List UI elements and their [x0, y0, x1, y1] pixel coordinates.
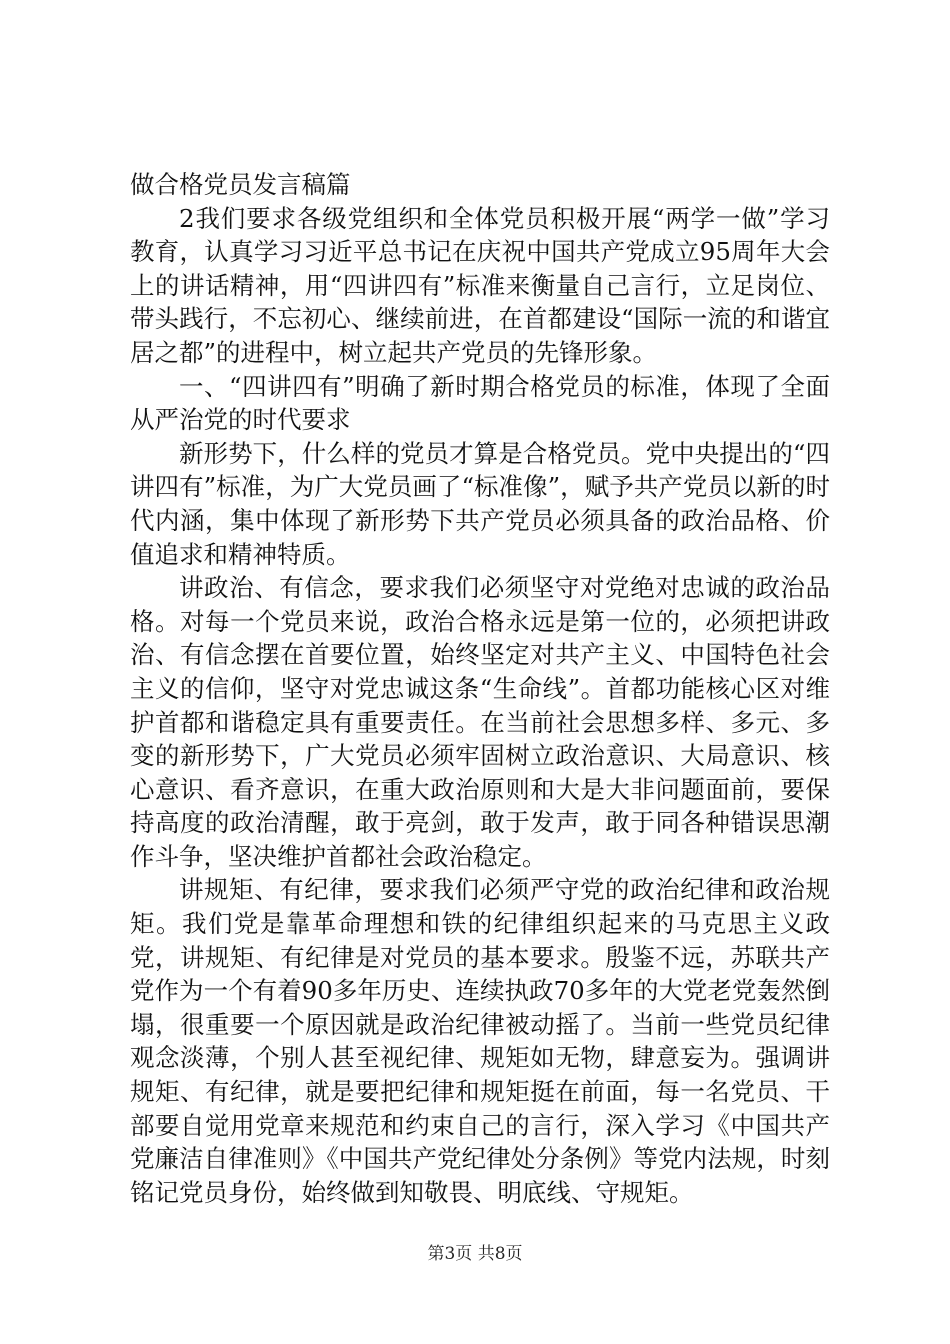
document-body — [130, 168, 830, 1209]
paragraph-intro: 2我们要求各级党组织和全体党员积极开展“两学一做”学习教育，认真学习习近平总书记在庆祝中国共产党成立95周年大会上的讲话精神，用“四讲四有”标准来衡量自己言行，立足岗位、带头践行，不忘初心、继续前进，在首都建设“国际一流的和谐宜居之都”的进程中，树立起共产党员的先锋形象。 — [130, 203, 830, 367]
page-number: 第3页 共8页 — [427, 1244, 523, 1264]
document-title: 做合格党员发言稿篇 — [130, 170, 351, 199]
paragraph-standard: 新形势下，什么样的党员才算是合格党员。党中央提出的“四讲四有”标准，为广大党员画了“标准像”，赋予共产党员以新的时代内涵，集中体现了新形势下共产党员必须具备的政治品格、价值追求和精神特质。 — [130, 438, 830, 569]
paragraph-discipline: 讲规矩、有纪律，要求我们必须严守党的政治纪律和政治规矩。我们党是靠革命理想和铁的纪律组织起来的马克思主义政党，讲规矩、有纪律是对党员的基本要求。殷鉴不远，苏联共产党作为一个有着90多年历史、连续执政70多年的大党老党轰然倒塌，很重要一个原因就是政治纪律被动摇了。当前一些党员纪律观念淡薄，个别人甚至视纪律、规矩如无物，肆意妄为。强调讲规矩、有纪律，就是要把纪律和规矩挺在前面，每一名党员、干部要自觉用党章来规范和约束自己的言行，深入学习《中国共产党廉洁自律准则》《中国共产党纪律处分条例》等党内法规，时刻铭记党员身份，始终做到知敬畏、明底线、守规矩。 — [130, 875, 830, 1207]
paragraph-politics: 讲政治、有信念，要求我们必须坚守对党绝对忠诚的政治品格。对每一个党员来说，政治合格永远是第一位的，必须把讲政治、有信念摆在首要位置，始终坚定对共产主义、中国特色社会主义的信仰，坚守对党忠诚这条“生命线”。首都功能核心区对维护首都和谐稳定具有重要责任。在当前社会思想多样、多元、多变的新形势下，广大党员必须牢固树立政治意识、大局意识、核心意识、看齐意识，在重大政治原则和大是大非问题面前，要保持高度的政治清醒，敢于亮剑，敢于发声，敢于同各种错误思潮作斗争，坚决维护首都社会政治稳定。 — [130, 573, 830, 871]
section-heading-1: 一、“四讲四有”明确了新时期合格党员的标准，体现了全面从严治党的时代要求 — [130, 371, 830, 435]
